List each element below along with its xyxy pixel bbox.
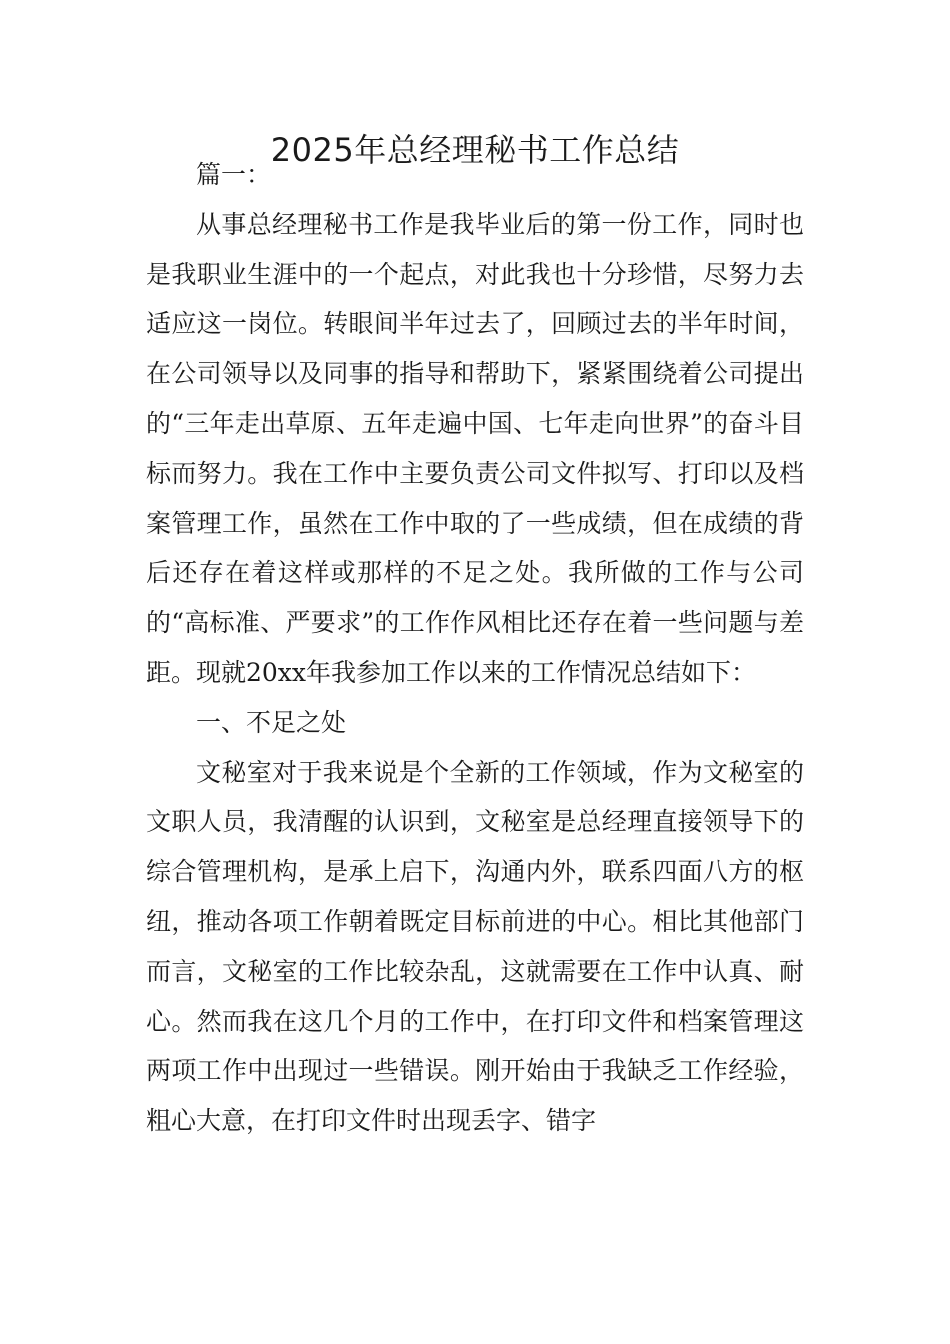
section-label: 篇一： — [196, 160, 272, 189]
section-heading: 一、不足之处 — [196, 707, 347, 737]
paragraph-intro: 从事总经理秘书工作是我毕业后的第一份工作，同时也是我职业生涯中的一个起点，对此我也十分珍惜，尽努力去适应这一岗位。转眼间半年过去了，回顾过去的半年时间，在公司领导以及同事的指导和帮助下，紧紧围绕着公司提出的“三年走出草原、五年走遍中国、七年走向世界”的奋斗目标而努力。我在工作中主要负责公司文件拟写、打印以及档案管理工作，虽然在工作中取的了一些成绩，但在成绩的背后还存在着这样或那样的不足之处。我所做的工作与公司的“高标准、严要求”的工作作风相比还存在着一些问题与差距。现就20xx年我参加工作以来的工作情况总结如下： — [146, 209, 804, 687]
paragraph-shortcomings: 文秘室对于我来说是个全新的工作领域，作为文秘室的文职人员，我清醒的认识到，文秘室是总经理直接领导下的综合管理机构，是承上启下，沟通内外，联系四面八方的枢纽，推动各项工作朝着既定目标前进的中心。相比其他部门而言，文秘室的工作比较杂乱，这就需要在工作中认真、耐心。然而我在这几个月的工作中，在打印文件和档案管理这两项工作中出现过一些错误。刚开始由于我缺乏工作经验，粗心大意，在打印文件时出现丢字、错字 — [146, 757, 804, 1136]
document-body — [146, 150, 804, 1146]
document-title: 2025年总经理秘书工作总结 — [270, 131, 680, 169]
